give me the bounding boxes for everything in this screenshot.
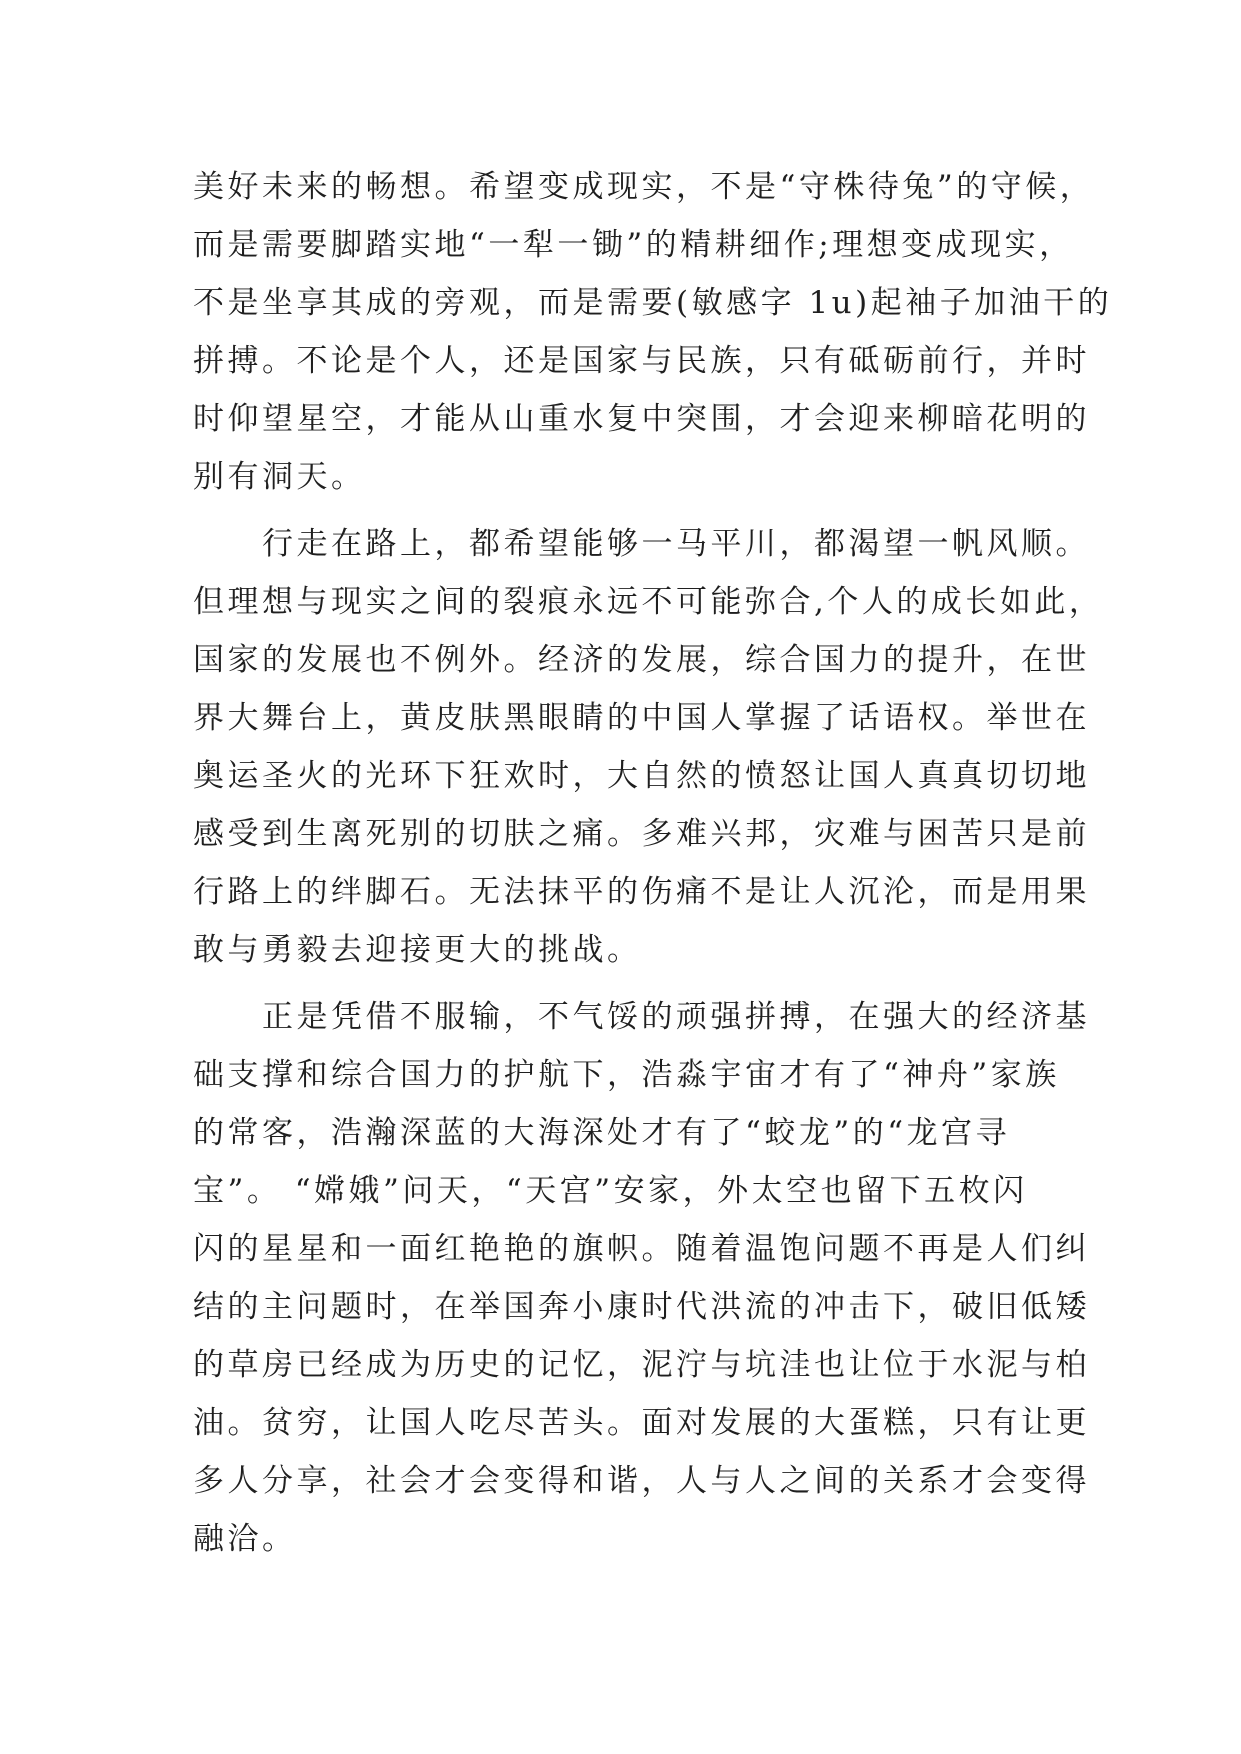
text-line: 闪的星星和一面红艳艳的旗帜。随着温饱问题不再是人们纠 — [193, 1231, 1090, 1267]
text-line: 行走在路上，都希望能够一马平川，都渴望一帆风顺。 — [193, 526, 1090, 562]
text-line: 界大舞台上，黄皮肤黑眼睛的中国人掌握了话语权。举世在 — [193, 700, 1090, 736]
text-line: 而是需要脚踏实地“一犁一锄”的精耕细作;理想变成现实， — [193, 227, 1074, 263]
text-line: 结的主问题时，在举国奔小康时代洪流的冲击下，破旧低矮 — [193, 1289, 1090, 1325]
document-body — [193, 158, 1113, 1568]
text-line: 的常客，浩瀚深蓝的大海深处才有了“蛟龙”的“龙宫寻 — [193, 1115, 1011, 1151]
text-line: 行路上的绊脚石。无法抹平的伤痛不是让人沉沦，而是用果 — [193, 874, 1090, 910]
text-line: 础支撑和综合国力的护航下，浩淼宇宙才有了“神舟”家族 — [193, 1057, 1060, 1093]
text-line: 正是凭借不服输，不气馁的顽强拼搏，在强大的经济基 — [193, 999, 1090, 1035]
text-line: 时仰望星空，才能从山重水复中突围，才会迎来柳暗花明的 — [193, 401, 1090, 437]
text-line: 不是坐享其成的旁观，而是需要(敏感字 1u)起袖子加油干的 — [193, 285, 1113, 321]
text-line: 感受到生离死别的切肤之痛。多难兴邦，灾难与困苦只是前 — [193, 816, 1090, 852]
paragraph — [193, 515, 1104, 979]
text-line: 别有洞天。 — [193, 459, 366, 495]
text-line: 但理想与现实之间的裂痕永远不可能弥合,个人的成长如此， — [193, 584, 1104, 620]
text-line: 宝”。 “嫦娥”问天，“天宫”安家，外太空也留下五枚闪 — [193, 1173, 1028, 1209]
text-line: 敢与勇毅去迎接更大的挑战。 — [193, 932, 642, 968]
text-line: 多人分享，社会才会变得和谐，人与人之间的关系才会变得 — [193, 1463, 1090, 1499]
text-line: 拼搏。不论是个人，还是国家与民族，只有砥砺前行，并时 — [193, 343, 1090, 379]
paragraph — [193, 158, 1113, 506]
paragraph — [193, 988, 1090, 1568]
paragraph-spacer — [193, 979, 1051, 988]
text-line: 国家的发展也不例外。经济的发展，综合国力的提升，在世 — [193, 642, 1090, 678]
text-line: 融洽。 — [193, 1521, 297, 1557]
text-line: 的草房已经成为历史的记忆，泥泞与坑洼也让位于水泥与柏 — [193, 1347, 1090, 1383]
paragraph-spacer — [193, 506, 1051, 515]
text-line: 奥运圣火的光环下狂欢时，大自然的愤怒让国人真真切切地 — [193, 758, 1090, 794]
text-line: 美好未来的畅想。希望变成现实，不是“守株待兔”的守候， — [193, 169, 1095, 205]
text-line: 油。贫穷，让国人吃尽苦头。面对发展的大蛋糕，只有让更 — [193, 1405, 1090, 1441]
